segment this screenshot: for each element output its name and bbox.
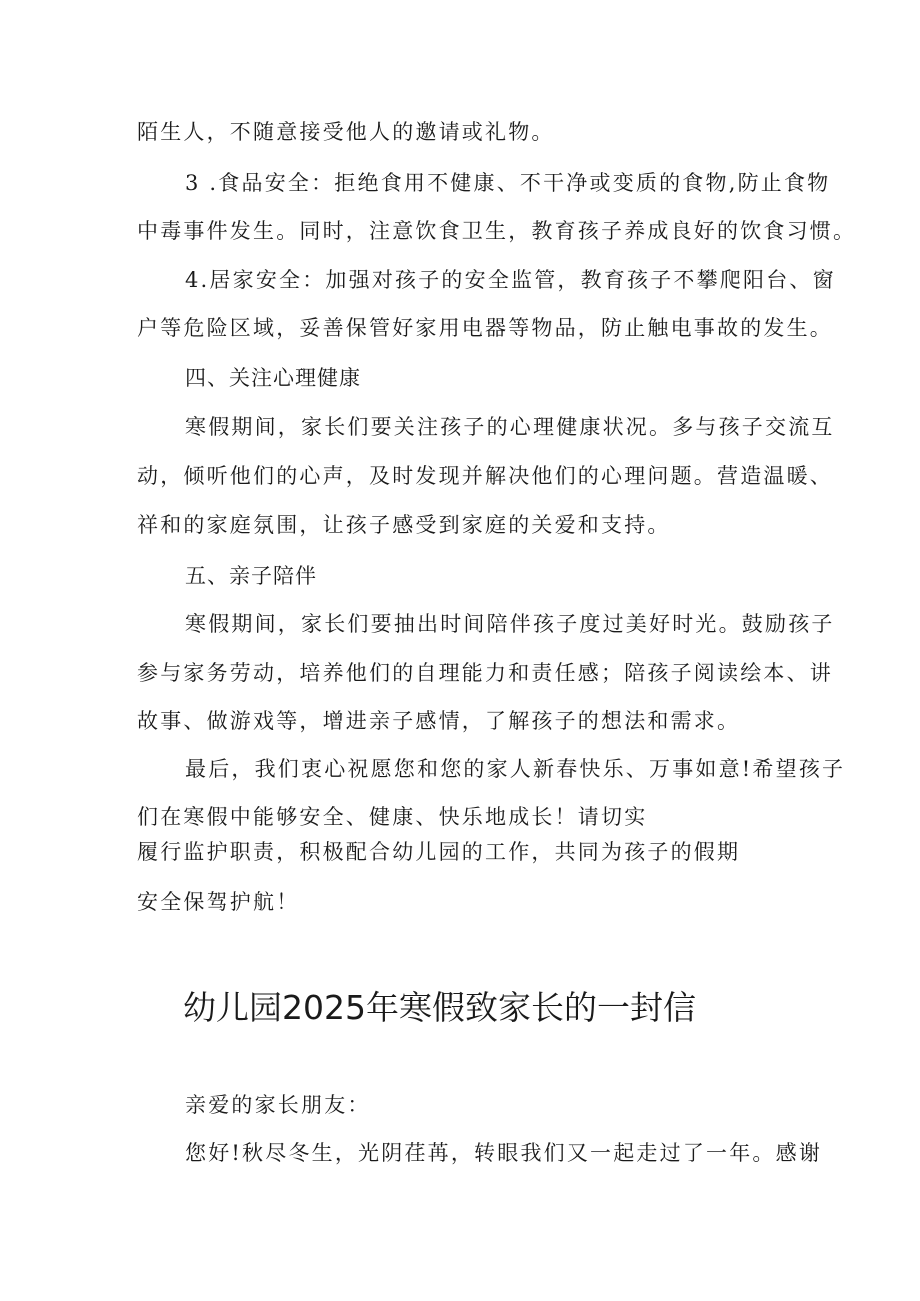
text-line: 参与家务劳动，培养他们的自理能力和责任感；陪孩子阅读绘本、讲 xyxy=(137,661,833,685)
text-line: 们在寒假中能够安全、健康、快乐地成长！请切实 xyxy=(137,805,648,829)
text-line: 寒假期间，家长们要抽出时间陪伴孩子度过美好时光。鼓励孩子 xyxy=(185,612,835,636)
text-line: 3 .食品安全：拒绝食用不健康、不干净或变质的食物,防止食物 xyxy=(185,171,831,195)
text-line: 中毒事件发生。同时，注意饮食卫生，教育孩子养成良好的饮食习惯。 xyxy=(137,219,857,243)
section-heading: 四、关注心理健康 xyxy=(185,366,361,390)
text-line: 故事、做游戏等，增进亲子感情，了解孩子的想法和需求。 xyxy=(137,709,741,733)
text-line: 陌生人，不随意接受他人的邀请或礼物。 xyxy=(137,120,555,144)
text-line: 4.居家安全：加强对孩子的安全监管，教育孩子不攀爬阳台、窗 xyxy=(185,268,836,292)
letter-title: 幼儿园2025年寒假致家长的一封信 xyxy=(183,988,696,1027)
text-line: 动，倾听他们的心声，及时发现并解决他们的心理问题。营造温暖、 xyxy=(137,464,833,488)
text-line: 履行监护职责，积极配合幼儿园的工作，共同为孩子的假期 xyxy=(137,840,741,864)
text-line: 安全保驾护航！ xyxy=(137,890,300,914)
text-line: 祥和的家庭氛围，让孩子感受到家庭的关爱和支持。 xyxy=(137,513,671,537)
text-line: 寒假期间，家长们要关注孩子的心理健康状况。多与孩子交流互 xyxy=(185,415,835,439)
text-line: 最后，我们衷心祝愿您和您的家人新春快乐、万事如意!希望孩子 xyxy=(185,757,846,781)
text-line: 您好!秋尽冬生，光阴荏苒，转眼我们又一起走过了一年。感谢 xyxy=(185,1141,823,1165)
salutation: 亲爱的家长朋友： xyxy=(185,1093,371,1117)
text-line: 户等危险区域，妥善保管好家用电器等物品，防止触电事故的发生。 xyxy=(137,316,833,340)
section-heading: 五、亲子陪伴 xyxy=(185,564,317,588)
